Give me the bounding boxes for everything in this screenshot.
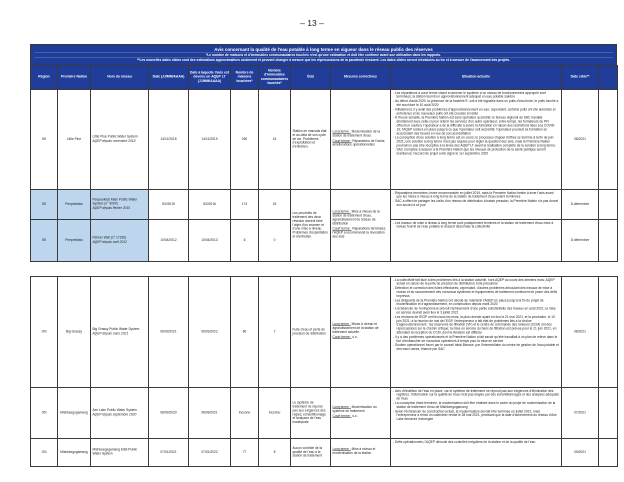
situation-bullet: - Avis d'ébullition de l'eau en place, car le système de traitement ne répond pas aux exigences d'élimination des registres; l'information sur la qualité de l'eau n'est pas étayée par des échantillonnages et des analyses adéquats de l'eau xyxy=(393,389,559,401)
situation-bullet: - Il y a des problèmes opérationnels et la Première Nation a fait savoir qu'elle travaillait à un plan de relève dans le but d'embaucher de nouveaux opérateurs à temps pour la mise en service xyxy=(393,335,559,343)
advisories-table xyxy=(30,44,617,467)
cell-buildings-affected: Inconnu xyxy=(259,387,291,438)
table-row-big-grassy xyxy=(31,276,618,387)
cell-date-lt: 06/03/2022 xyxy=(189,276,231,387)
cell-status: Le système de traitement ne répond pas aux exigences des règles; échantillonnage et analyses de l'eau inadéquats xyxy=(291,387,331,438)
cell-homes-affected: 260 xyxy=(231,89,259,189)
cell-network-name xyxy=(91,189,149,219)
cell-target-date: 08/2021 xyxy=(562,89,599,189)
measures-long-term-text: Modernisation de la station de traitement d'eau. xyxy=(332,129,381,138)
cell-date-lt: 08/09/2021 xyxy=(189,387,231,438)
measures-short-term-label: Court terme : xyxy=(332,139,352,143)
cell-date-lt: 10/04/2013 xyxy=(189,219,231,261)
cell-target-date: 07/2021 xyxy=(562,387,599,438)
measures-long-term-label: Long terme : xyxy=(332,447,351,452)
cell-network-name xyxy=(91,438,149,466)
cell-network-name xyxy=(91,276,149,387)
network-name: Axe Lake Public Water System xyxy=(92,408,137,413)
cell-region: SK xyxy=(31,89,58,189)
network-aqep-note: AQEP depuis septembre 2020 xyxy=(92,413,137,417)
measures-short-term-text: Réparations terminées; l'AQEP a recommandé la révocation des avis xyxy=(332,227,386,239)
measures-short-term-label: Court terme : xyxy=(332,335,352,340)
cell-target-date: À déterminer xyxy=(562,219,599,261)
cell-network-name xyxy=(91,387,149,438)
cell-first-nation: Peepeekisis xyxy=(58,219,91,261)
col-header-first-nation: Première Nation xyxy=(58,65,91,89)
situation-bullet: - Défis opérationnels; l'AQEP découle des contrôles irréguliers de la station et de la qualité de l'eau xyxy=(393,440,559,444)
col-header-date: Date (JJ/MM/AAAA) xyxy=(149,65,189,89)
measures-long-term-text: Mise à niveau de la station de traitement d'eau, agrandissement du réseau de distribution xyxy=(332,210,380,226)
cell-first-nation: Mishkeegogamang xyxy=(58,438,91,466)
cell-region: ON xyxy=(31,276,58,387)
page-number: – 13 – xyxy=(300,18,324,28)
measures-long-term-text: Modernisation du système de traitement xyxy=(332,405,377,413)
measures-long-term-label: Long terme : xyxy=(332,405,351,409)
cell-region: SK xyxy=(31,189,58,219)
banner-note-homes: *Le nombre de maisons et d'immeubles communautaires touchés n'est qu'une estimation et doit être confirmé avant son utilisation dans les rapports. xyxy=(34,53,613,58)
cell-homes-affected: 6 xyxy=(231,219,259,261)
measures-long-term-label: Long terme : xyxy=(332,322,351,326)
table-section-gap xyxy=(30,262,617,276)
measures-long-term-text: Mise à niveau et modernisation de la station xyxy=(332,447,376,456)
measures-long-term-label: Long terme : xyxy=(332,210,351,214)
cell-first-nation: Peepeekisis xyxy=(58,189,91,219)
cell-spacer xyxy=(599,219,618,261)
header-row xyxy=(31,65,618,89)
situation-bullet: - L'échéancier de l'entrepreneur prévoit l'achèvement d'une partie substantielle des travaux en août 2021; la mise en service devrait avoir lieu le 3 juillet 2021 xyxy=(393,307,559,315)
cell-buildings-affected: 15 xyxy=(259,189,291,219)
cell-homes-affected: 80 xyxy=(231,276,259,387)
cell-current-situation xyxy=(391,219,562,261)
cell-homes-affected: 174 xyxy=(231,189,259,219)
cell-corrective-measures xyxy=(331,276,391,387)
table-row-axe-lake xyxy=(31,387,618,438)
cell-corrective-measures xyxy=(331,387,391,438)
measures-short-term-label: Court terme : xyxy=(332,414,352,419)
cell-spacer xyxy=(599,438,618,466)
cell-network-name xyxy=(91,219,149,261)
situation-bullet: - SAC a offert de partager les coûts d'un réseau de distribution à basse pression; la Première Nation n'a pas donné son accord à ce jour xyxy=(393,200,559,208)
cell-date-lt: 5/2/2016 xyxy=(189,189,231,219)
col-header-measures: Mesures correctives xyxy=(331,65,391,89)
table-upper xyxy=(30,65,618,262)
cell-current-situation xyxy=(391,276,562,387)
network-name: Big Grassy Public Water System xyxy=(92,327,140,332)
cell-corrective-measures xyxy=(331,89,391,189)
cell-corrective-measures xyxy=(331,438,391,466)
banner-title: Avis concernant la qualité de l'eau potable à long terme en vigueur dans le réseau public des réserves xyxy=(214,47,433,52)
situation-bullet: - La collectivité fait face à des problèmes liés à la station actuelle, hors AQEP au cours des derniers mois; AQEP actuel en raison de la perte de pression de distribution, fuite présumée xyxy=(393,278,559,286)
cell-status-merged: Les procédés de traitement des deux réseaux doivent faire l'objet d'un examen et d'une mise à niveau. Problèmes d'exploitation et d'entretien. xyxy=(291,189,331,261)
cell-buildings-affected: 7 xyxy=(259,276,291,387)
situation-bullet: - La conception étant terminée, la modernisation doit être réalisée dans le cadre du projet de modernisation de la station de traitement d'eau de Mishkeegogamang xyxy=(393,401,559,409)
col-header-network-name: Nom du réseau xyxy=(91,65,149,89)
cell-buildings-affected: 15 xyxy=(259,89,291,189)
cell-date: 5/2/2015 xyxy=(149,189,189,219)
cell-date-lt: 14/11/2019 xyxy=(189,89,231,189)
cell-network-name xyxy=(91,89,149,189)
table-lower xyxy=(30,276,618,467)
cell-first-nation: Big Grassy xyxy=(58,276,91,387)
cell-date: 14/11/2018 xyxy=(149,89,189,189)
cell-region: ON xyxy=(31,438,58,466)
measures-short-term-label: Court terme : xyxy=(332,227,352,231)
cell-spacer xyxy=(599,276,618,387)
situation-bullet: - Selon l'échéancier de construction actuel, la modernisation devrait être terminée en juillet 2021, mais l'entrepreneur a remis un calendrier révisé le 28 mai 2021, précisant que la date d'achèvement du réseau d'Axe Lake demeure inchangée xyxy=(393,410,559,422)
cell-current-situation xyxy=(391,387,562,438)
cell-current-situation xyxy=(391,189,562,219)
cell-spacer xyxy=(599,387,618,438)
network-name: Peepeekisis Main Public Water System (n° 9000) xyxy=(92,198,138,206)
cell-buildings-affected: 8 xyxy=(259,438,291,466)
cell-target-date: 08/2021 xyxy=(562,276,599,387)
cell-status: Station en mauvais état et au-delà de son cycle de vie. Problèmes d'exploitation et d'entretien. xyxy=(291,89,331,189)
cell-date-lt: 07/01/2022 xyxy=(189,438,231,466)
cell-region: SK xyxy=(31,219,58,261)
situation-bullet: - Réparations terminées; levée recommandée en juillet 2019, mais la Première Nation hésite à lever l'avis avant que les mises à niveau à long terme de la station de traitement d'eau soient terminées xyxy=(393,191,559,199)
col-header-buildings: Nombre d'immeubles communautaires touchés* xyxy=(259,65,291,89)
cell-date: 10/04/2012 xyxy=(149,219,189,261)
table-row-peepeekisis-main xyxy=(31,189,618,219)
cell-spacer xyxy=(599,189,618,219)
col-header-situation: Situation actuelle xyxy=(391,65,562,89)
measures-long-term-label: Long terme : xyxy=(332,129,351,134)
network-name: Pelmer Well (n° 17156) xyxy=(92,236,127,240)
banner-note-dates: **Les nouvelles dates cibles sont des estimations approximatives seulement et peuvent changer à mesure que les répercussions de la pandémie évoluent. Les dates cibles seront réévaluées au fur et à mesure de l'avancement des projets. xyxy=(34,58,613,63)
network-name: Little Pine Public Water System xyxy=(92,135,138,139)
situation-bullet: - Les travaux de mise à niveau à long terme sont pratiquement terminés et la station de traitement d'eau mise à niveau fournit de l'eau potable et dessert désormais la collectivité xyxy=(393,221,559,229)
col-header-region: Région xyxy=(31,65,58,89)
network-aqep-note: AQEP depuis mars 2021 xyxy=(92,332,129,336)
col-header-status: État xyxy=(291,65,331,89)
situation-bullet: - Soutien opérationnel fourni par le conseil tribal Bimose, par l'intermédiaire du centre de gestion de l'eau potable et des eaux usées, financé par SAC xyxy=(393,344,559,352)
table-banner xyxy=(30,44,617,65)
cell-target-date: À déterminer xyxy=(562,189,599,219)
cell-buildings-affected: 0 xyxy=(259,219,291,261)
cell-corrective-measures-merged xyxy=(331,189,391,261)
situation-bullet: - Les réunions de l'EGP ont lieu tous les mois, la plus récente ayant eu lieu le 21 mai 2021, et la prochaine, le 10 juin 2021; à la réunion de mai de l'EGP, l'entrepreneur a fait état de problèmes liés à la chaîne d'approvisionnement : les réservoirs de filtration (VF) et le centre de commande des moteurs (CCM) ont des répercussions sur le chemin critique; la mise en service du banc de filtration est prévue pour le 21 juin 2021, en attendant la réception du CCM, dont la livraison est différée xyxy=(393,315,559,334)
situation-bullet: - Les réparations à court terme visant à ramener le système à un niveau de fonctionnement approprié sont terminées; la station fournit un approvisionnement adéquat en eau potable salubre xyxy=(393,91,559,99)
table-row-mishkeegogamang-esb xyxy=(31,438,618,466)
col-header-target-date: Date cible** xyxy=(562,65,599,89)
cell-current-situation xyxy=(391,438,562,466)
table-row-little-pine xyxy=(31,89,618,189)
network-name: Mishkeegogamang ESB Public Water System xyxy=(92,448,138,456)
cell-date: 07/01/2021 xyxy=(149,438,189,466)
cell-date: 08/09/2020 xyxy=(149,387,189,438)
situation-bullet: - La conception d'une solution à long terme est en cours; le processus d'appel d'offres se termine à la fin de juin 2021; une solution à long terme n'est pas requise pour régler la question des avis, mais la Première Nation pourrait ne pas être réceptive à la levée des AQEP LT avant la réalisation complète de la solution à long terme; SAC s'emploie à assurer à la Première Nation que les niveaux de protection de la santé publique seront maintenus; l'accord de projet a été signé le 1er septembre 2020 xyxy=(393,136,559,155)
cell-first-nation: Little Pine xyxy=(58,89,91,189)
measures-short-term-text: s.o. xyxy=(352,335,358,340)
network-aqep-note: AQEP depuis avril 2012 xyxy=(92,240,127,245)
cell-first-nation: Mishkeegogamang xyxy=(58,387,91,438)
col-header-spacer xyxy=(599,65,618,89)
cell-status: Fuite d'eau et perte de pression de distribution xyxy=(291,276,331,387)
network-aqep-note: AQEP depuis novembre 2018 xyxy=(92,139,136,144)
situation-bullet: - Au début d'août 2020, la présence de la bactérie E. coli a été signalée dans un puits d'eau brute; le puits touché a été surchloré le 10 août 2020 xyxy=(393,100,559,108)
cell-homes-affected: Inconnu xyxy=(231,387,259,438)
situation-bullet: - À l'heure actuelle, la Première Nation est sans opérateur accrédité; le bureau régional de SAC travaille étroitement avec celle-ci pour retenir les services d'un autre opérateur; entre-temps, les formateurs du PFI offrent un soutien; l'opérateur a de la difficulté à suivre la formation en raison des restrictions liées à la COVID-19; l'AQEP restera en place jusqu'à ce que l'opérateur soit accrédité; l'opérateur poursuit sa formation en accumulant des heures en vue de son accréditation xyxy=(393,116,559,135)
situation-bullet: - Initialement, il y avait des problèmes d'approvisionnement en eau; cependant, certains puits ont été autorisés et entretenus et de nouveaux puits ont été creusés et reliés xyxy=(393,108,559,116)
cell-homes-affected: 77 xyxy=(231,438,259,466)
cell-current-situation xyxy=(391,89,562,189)
cell-status: Aucun contrôle de la qualité de l'eau à la station de traitement xyxy=(291,438,331,466)
col-header-date-lt: Date à laquelle l'avis est devenu un AQEP LT (JJ/MM/AAAA) xyxy=(189,65,231,89)
cell-target-date: 09/2021 xyxy=(562,438,599,466)
cell-date: 06/03/2021 xyxy=(149,276,189,387)
situation-bullet: - Détection et correction des fuites effectuées; cependant, d'autres problèmes découlant des travaux de mise à niveau et du raccordement des nouveaux systèmes et équipements de traitement continuent de poser des défis imprévus xyxy=(393,287,559,299)
col-header-homes: Nombre de maisons touchées* xyxy=(231,65,259,89)
cell-spacer xyxy=(599,89,618,189)
measures-short-term-text: Réparations de l'usine, améliorations opérationnelles xyxy=(332,139,386,147)
measures-short-term-text: s.o. xyxy=(352,414,358,419)
network-aqep-note: AQEP depuis février 2015 xyxy=(92,206,130,210)
measures-long-term-text: Mises à niveau et agrandissement de la station de traitement actuelle. xyxy=(332,322,379,334)
situation-bullet: - Les dirigeants de la Première Nation ont décidé de maintenir l'AQEP en place jusqu'à la fin du projet de modernisation et d'agrandissement, en construction depuis mars 2020 xyxy=(393,299,559,307)
cell-region: ON xyxy=(31,387,58,438)
